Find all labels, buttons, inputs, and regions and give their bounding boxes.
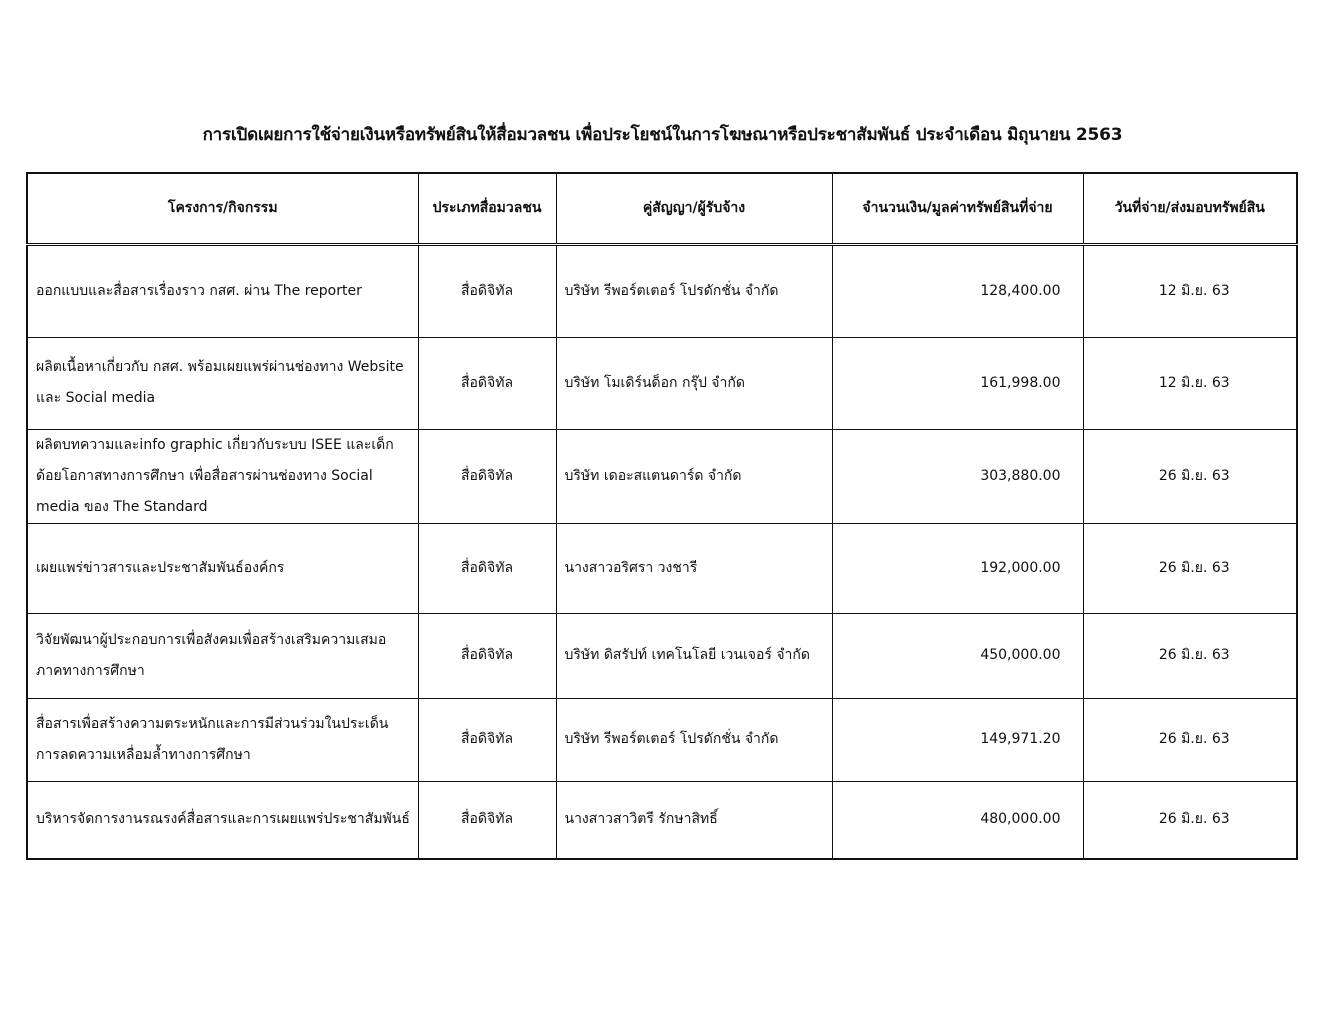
cell-date: 26 มิ.ย. 63 (1083, 429, 1297, 523)
cell-media-type: สื่อดิจิทัล (418, 337, 556, 429)
cell-contractor: บริษัท เดอะสแตนดาร์ด จำกัด (556, 429, 832, 523)
table-row (27, 429, 1297, 523)
cell-date: 26 มิ.ย. 63 (1083, 613, 1297, 698)
cell-date: 26 มิ.ย. 63 (1083, 781, 1297, 859)
cell-date: 12 มิ.ย. 63 (1083, 244, 1297, 337)
cell-project: ผลิตเนื้อหาเกี่ยวกับ กสศ. พร้อมเผยแพร่ผ่านช่องทาง Website และ Social media (27, 337, 418, 429)
cell-project: เผยแพร่ข่าวสารและประชาสัมพันธ์องค์กร (27, 523, 418, 613)
cell-amount: 450,000.00 (832, 613, 1083, 698)
cell-contractor: บริษัท รีพอร์ตเตอร์ โปรดักชั่น จำกัด (556, 698, 832, 781)
cell-project: บริหารจัดการงานรณรงค์สื่อสารและการเผยแพร่ประชาสัมพันธ์ (27, 781, 418, 859)
table-row (27, 613, 1297, 698)
header-contractor: คู่สัญญา/ผู้รับจ้าง (556, 173, 832, 244)
header-row (27, 173, 1297, 244)
cell-contractor: บริษัท โมเดิร์นด็อก กรุ๊ป จำกัด (556, 337, 832, 429)
cell-amount: 128,400.00 (832, 244, 1083, 337)
cell-amount: 161,998.00 (832, 337, 1083, 429)
document-title: การเปิดเผยการใช้จ่ายเงินหรือทรัพย์สินให้สื่อมวลชน เพื่อประโยชน์ในการโฆษณาหรือประชาสัมพันธ์ ประจำเดือน มิถุนายน 2563 (202, 125, 1123, 145)
cell-media-type: สื่อดิจิทัล (418, 698, 556, 781)
table-header (27, 173, 1297, 244)
cell-media-type: สื่อดิจิทัล (418, 613, 556, 698)
header-amount: จำนวนเงิน/มูลค่าทรัพย์สินที่จ่าย (832, 173, 1083, 244)
table-row (27, 781, 1297, 859)
table-row (27, 698, 1297, 781)
cell-media-type: สื่อดิจิทัล (418, 244, 556, 337)
header-media-type: ประเภทสื่อมวลชน (418, 173, 556, 244)
cell-date: 26 มิ.ย. 63 (1083, 698, 1297, 781)
cell-date: 12 มิ.ย. 63 (1083, 337, 1297, 429)
disclosure-table (26, 172, 1298, 860)
cell-project: วิจัยพัฒนาผู้ประกอบการเพื่อสังคมเพื่อสร้างเสริมความเสมอภาคทางการศึกษา (27, 613, 418, 698)
cell-project: สื่อสารเพื่อสร้างความตระหนักและการมีส่วนร่วมในประเด็นการลดความเหลื่อมล้ำทางการศึกษา (27, 698, 418, 781)
cell-amount: 303,880.00 (832, 429, 1083, 523)
cell-contractor: นางสาวสาวิตรี รักษาสิทธิ์ (556, 781, 832, 859)
header-project: โครงการ/กิจกรรม (27, 173, 418, 244)
cell-amount: 480,000.00 (832, 781, 1083, 859)
cell-date: 26 มิ.ย. 63 (1083, 523, 1297, 613)
cell-media-type: สื่อดิจิทัล (418, 781, 556, 859)
cell-amount: 192,000.00 (832, 523, 1083, 613)
cell-media-type: สื่อดิจิทัล (418, 429, 556, 523)
cell-amount: 149,971.20 (832, 698, 1083, 781)
table-row (27, 337, 1297, 429)
cell-project: ผลิตบทความและinfo graphic เกี่ยวกับระบบ ISEE และเด็กด้อยโอกาสทางการศึกษา เพื่อสื่อสารผ่านช่องทาง Social media ของ The Standard (27, 429, 418, 523)
cell-contractor: บริษัท ดิสรัปท์ เทคโนโลยี เวนเจอร์ จำกัด (556, 613, 832, 698)
cell-contractor: นางสาวอริศรา วงชารี (556, 523, 832, 613)
cell-media-type: สื่อดิจิทัล (418, 523, 556, 613)
table-row (27, 244, 1297, 337)
header-date: วันที่จ่าย/ส่งมอบทรัพย์สิน (1083, 173, 1297, 244)
cell-project: ออกแบบและสื่อสารเรื่องราว กสศ. ผ่าน The reporter (27, 244, 418, 337)
table-row (27, 523, 1297, 613)
cell-contractor: บริษัท รีพอร์ตเตอร์ โปรดักชั่น จำกัด (556, 244, 832, 337)
table-body (27, 244, 1297, 859)
